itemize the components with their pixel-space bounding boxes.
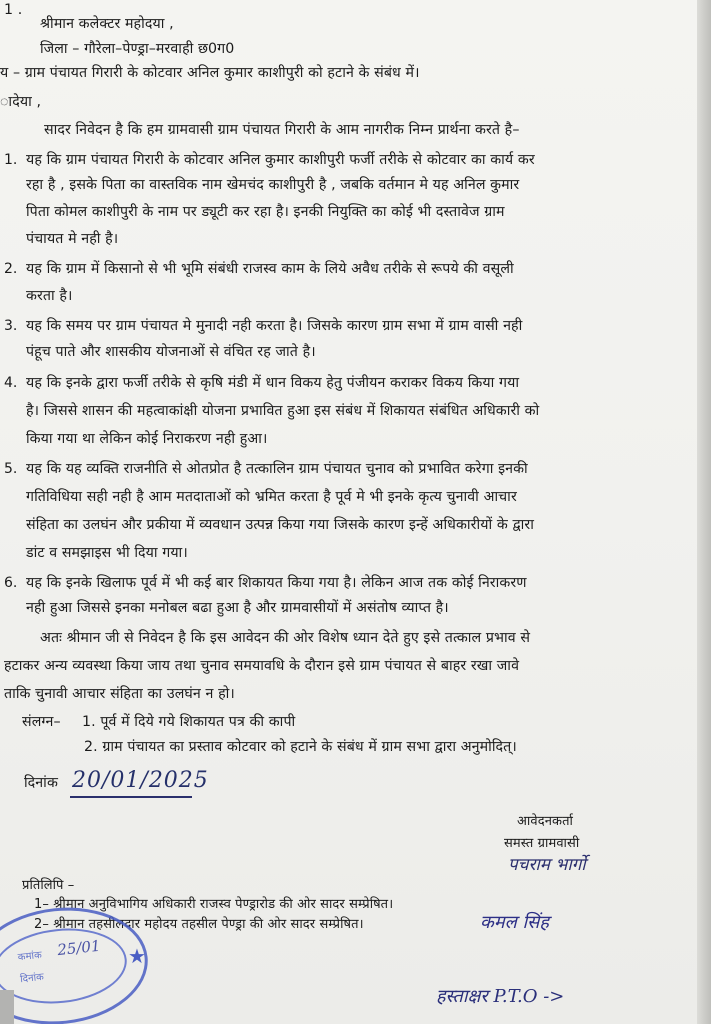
point-line: यह कि इनके द्वारा फर्जी तरीके से कृषि मंडी में धान विकय हेतु पंजीयन कराकर विकय किया गया <box>26 375 520 391</box>
copy-label: प्रतिलिपि – <box>22 878 75 893</box>
stamp-inner-ring <box>0 922 131 1010</box>
point-number: 4. <box>4 375 18 391</box>
intro-paragraph: सादर निवेदन है कि हम ग्रामवासी ग्राम पंचायत गिरारी के आम नागरीक निम्न प्रार्थना करते है– <box>44 122 520 138</box>
date-underline <box>70 796 192 798</box>
point-line: नही हुआ जिससे इनका मनोबल बढा हुआ है और ग्रामवासीयों में असंतोष व्याप्त है। <box>26 600 449 616</box>
point-number: 3. <box>4 318 18 334</box>
point-line: यह कि इनके खिलाफ पूर्व में भी कई बार शिकायत किया गया है। लेकिन आज तक कोई निराकरण <box>26 575 527 591</box>
attachments-label: संलग्न– <box>22 714 61 730</box>
closing-line: अतः श्रीमान जी से निवेदन है कि इस आवेदन की ओर विशेष ध्यान देते हुए इसे तत्काल प्रभाव से <box>40 630 531 646</box>
point-line: पंचायत मे नही है। <box>26 231 119 247</box>
district-line: जिला – गौरेला–पेण्ड्रा–मरवाही छ0ग0 <box>40 41 235 57</box>
point-line: यह कि यह व्यक्ति राजनीति से ओतप्रोत है तत्कालिन ग्राम पंचायत चुनाव को प्रभावित करेगा इनकी <box>26 461 528 477</box>
date-handwritten: 20/01/2025 <box>72 768 209 793</box>
closing-line: ताकि चुनावी आचार संहिता का उलघंन न हो। <box>4 686 235 702</box>
point-line: है। जिससे शासन की महत्वाकांक्षी योजना प्रभावित हुआ इस संबंध में शिकायत संबंधित अधिकारी को <box>26 403 540 419</box>
greeting: ादेया , <box>0 94 42 110</box>
point-line: संहिता का उलघंन और प्रकीया में व्यवधान उत्पन्न किया गया जिसके कारण इन्हें अधिकारीयों के द्वारा <box>26 517 534 533</box>
salutation: श्रीमान कलेक्टर महोदया , <box>40 16 174 32</box>
applicant-name: समस्त ग्रामवासी <box>504 836 580 851</box>
top-mark: 1 . <box>4 2 23 18</box>
point-number: 5. <box>4 461 18 477</box>
point-number: 1. <box>4 152 18 168</box>
point-line: पिता कोमल काशीपुरी के नाम पर ड्यूटी कर रहा है। इनकी नियुक्ति का कोई भी दस्तावेज ग्राम <box>26 204 505 220</box>
receipt-signature: कमल सिंह <box>480 912 549 933</box>
point-line: यह कि ग्राम में किसानो से भी भूमि संबंधी राजस्व काम के लिये अवैध तरीके से रूपये की वसूली <box>26 261 514 277</box>
stamp-star-icon: ★ <box>128 944 146 968</box>
closing-line: हटाकर अन्य व्यवस्था किया जाय तथा चुनाव समयावधि के दौरान इसे ग्राम पंचायत से बाहर रखा जावे <box>4 658 520 674</box>
attachment-item: 2. ग्राम पंचायत का प्रस्ताव कोटवार को हटाने के संबंध में ग्राम सभा द्वारा अनुमोदित्। <box>84 739 517 755</box>
applicant-signature: पचराम भार्गो <box>508 855 586 875</box>
point-line: गतिविधिया सही नही है आम मतदाताओं को भ्रमित करता है पूर्व मे भी इनके कृत्य चुनावी आचार <box>26 489 517 505</box>
point-line: रहा है , इसके पिता का वास्तविक नाम खेमचंद काशीपुरी है , जबकि वर्तमान मे यह अनिल कुमार <box>26 177 520 193</box>
attachment-item: 1. पूर्व में दिये गये शिकायत पत्र की कापी <box>82 714 296 730</box>
subject-line: य – ग्राम पंचायत गिरारी के कोटवार अनिल कुमार काशीपुरी को हटाने के संबंध में। <box>0 65 420 81</box>
stamp-date-label: दिनांक <box>19 971 45 986</box>
point-line: पंहूच पाते और शासकीय योजनाओं से वंचित रह जाते है। <box>26 344 316 360</box>
stamp-handwritten: 25/01 <box>56 936 102 960</box>
point-line: यह कि ग्राम पंचायत गिरारी के कोटवार अनिल कुमार काशीपुरी फर्जी तरीके से कोटवार का कार्य कर <box>26 152 535 168</box>
bottom-signature: हस्ताक्षर P.T.O -> <box>436 986 565 1007</box>
point-line: किया गया था लेकिन कोई निराकरण नही हुआ। <box>26 431 268 447</box>
date-label: दिनांक <box>24 775 58 791</box>
copy-item: 2– श्रीमान तहसीलदार महोदय तहसील पेण्ड्रा की ओर सादर सम्प्रेषित। <box>34 917 364 932</box>
applicant-title: आवेदनकर्ता <box>517 814 573 829</box>
point-line: डांट व समझाइस भी दिया गया। <box>26 545 188 561</box>
point-line: यह कि समय पर ग्राम पंचायत मे मुनादी नही करता है। जिसके कारण ग्राम सभा में ग्राम वासी नही <box>26 318 523 334</box>
copy-item: 1– श्रीमान अनुविभागिय अधिकारी राजस्व पेण्ड्रारोड की ओर सादर सम्प्रेषित। <box>34 897 394 912</box>
page-edge <box>697 0 711 1024</box>
point-number: 2. <box>4 261 18 277</box>
point-number: 6. <box>4 575 18 591</box>
page-corner-mark <box>0 990 14 1024</box>
point-line: करता है। <box>26 288 73 304</box>
stamp-number-label: कमांक <box>17 949 43 964</box>
